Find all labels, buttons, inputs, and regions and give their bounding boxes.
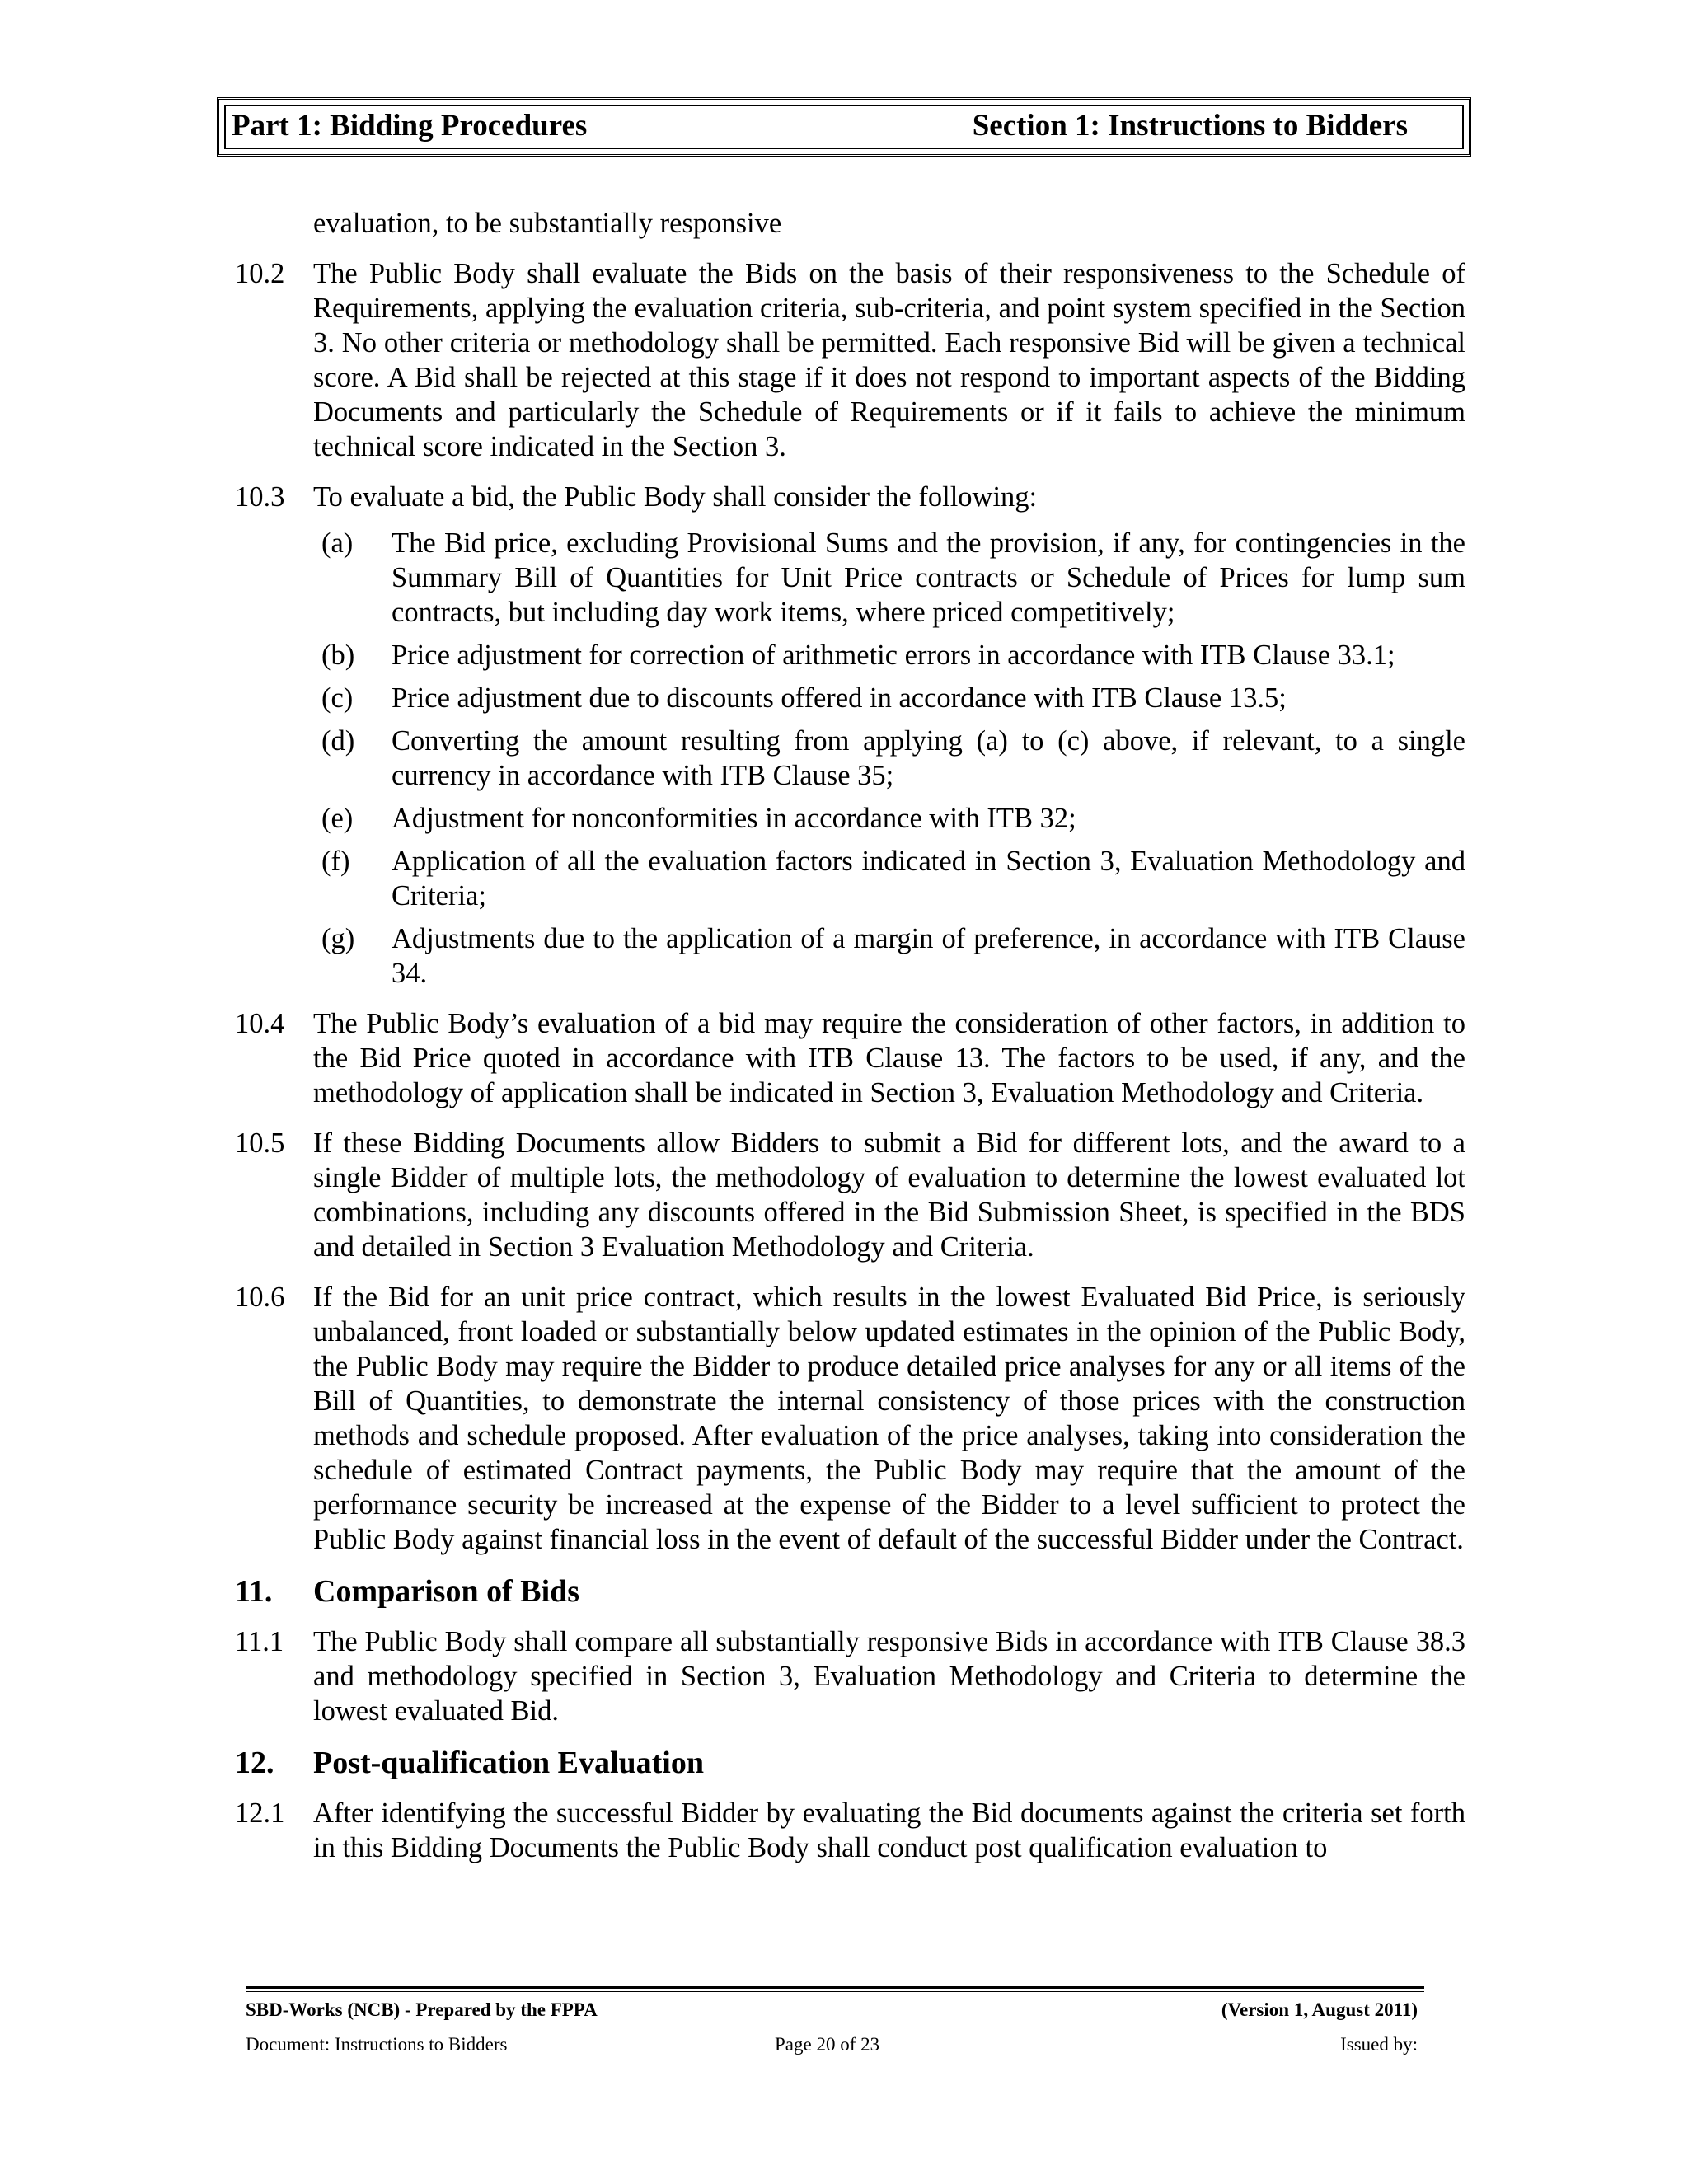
list-item-label: (c) [321, 682, 354, 714]
list-item-text: Application of all the evaluation factors indicated in Section 3, Evaluation Methodology and Criteria; [392, 846, 1465, 912]
list-item-label: (g) [321, 923, 355, 954]
list-item-text: Price adjustment for correction of arithmetic errors in accordance with ITB Clause 33.1; [392, 640, 1395, 671]
list-item-text: The Bid price, excluding Provisional Sums and the provision, if any, for contingencies in the Summary Bill of Quantities for Unit Price contracts or Schedule of Prices for lump sum contracts, but including day work items, where priced competitively; [392, 527, 1465, 628]
clause-number: 12.1 [235, 1797, 285, 1829]
page-header [217, 97, 1471, 157]
list-item-label: (a) [321, 527, 354, 559]
continuation-text: evaluation, to be substantially responsive [313, 208, 782, 239]
clause-number: 10.6 [235, 1282, 285, 1313]
clause-10-4 [235, 1006, 1465, 1110]
document-body [235, 206, 1465, 1881]
clause-10-3 [235, 480, 1465, 514]
clause-number: 10.3 [235, 481, 285, 513]
list-item-text: Adjustment for nonconformities in accordance with ITB 32; [392, 803, 1076, 834]
section-number: 12. [235, 1746, 274, 1780]
clause-number: 10.2 [235, 258, 285, 289]
list-item-b [235, 638, 1465, 673]
list-item-text: Adjustments due to the application of a margin of preference, in accordance with ITB Clause 34. [392, 923, 1465, 989]
clause-number: 10.4 [235, 1008, 285, 1039]
section-number: 11. [235, 1574, 273, 1609]
list-item-label: (e) [321, 803, 354, 834]
clause-12-1 [235, 1796, 1465, 1865]
list-item-text: Converting the amount resulting from applying (a) to (c) above, if relevant, to a single currency in accordance with ITB Clause 35; [392, 725, 1465, 791]
footer-document-label: Document: Instructions to Bidders [246, 2034, 508, 2055]
clause-text: After identifying the successful Bidder by evaluating the Bid documents against the criteria set forth in this Bidding Documents the Public Body shall conduct post qualification evaluation to [313, 1797, 1465, 1863]
clause-number: 10.5 [235, 1127, 285, 1159]
list-item-e [235, 801, 1465, 836]
footer-rule-thin [246, 1991, 1424, 1992]
list-item-label: (d) [321, 725, 355, 757]
list-item-label: (b) [321, 640, 355, 671]
clause-text: To evaluate a bid, the Public Body shall consider the following: [313, 481, 1038, 513]
clause-10-2 [235, 256, 1465, 464]
footer-version: (Version 1, August 2011) [1221, 1999, 1418, 2020]
clause-text: If these Bidding Documents allow Bidders to submit a Bid for different lots, and the award to a single Bidder of multiple lots, the methodology of evaluation to determine the lowest evaluated lot combinations, including any discounts offered in the Bid Submission Sheet, is specified in the BDS and detailed in Section 3 Evaluation Methodology and Criteria. [313, 1127, 1465, 1263]
list-item-g [235, 921, 1465, 991]
footer-doc-name: SBD-Works (NCB) - Prepared by the FPPA [246, 1999, 598, 2020]
clause-11-1 [235, 1624, 1465, 1728]
list-item-a [235, 526, 1465, 630]
list-item-f [235, 844, 1465, 913]
clause-text: The Public Body’s evaluation of a bid may require the consideration of other factors, in addition to the Bid Price quoted in accordance with ITB Clause 13. The factors to be used, if any, and the methodology of application shall be indicated in Section 3, Evaluation Methodology and Criteria. [313, 1008, 1465, 1108]
footer-page-number: Page 20 of 23 [775, 2034, 880, 2055]
clause-10-6 [235, 1280, 1465, 1557]
clause-text: The Public Body shall compare all substantially responsive Bids in accordance with ITB Clause 38.3 and methodology specified in Section 3, Evaluation Methodology and Criteria to determine the lowest evaluated Bid. [313, 1626, 1465, 1727]
clause-text: The Public Body shall evaluate the Bids on the basis of their responsiveness to the Schedule of Requirements, applying the evaluation criteria, sub-criteria, and point system specified in the Section 3. No other criteria or methodology shall be permitted. Each responsive Bid will be given a technical score. A Bid shall be rejected at this stage if it does not respond to important aspects of the Bidding Documents and particularly the Schedule of Requirements or if it fails to achieve the minimum technical score indicated in the Section 3. [313, 258, 1465, 462]
clause-text: If the Bid for an unit price contract, which results in the lowest Evaluated Bid Price, is seriously unbalanced, front loaded or substantially below updated estimates in the opinion of the Public Body, the Public Body may require the Bidder to produce detailed price analyses for any or all items of the Bill of Quantities, to demonstrate the internal consistency of those prices with the construction methods and schedule proposed. After evaluation of the price analyses, taking into consideration the schedule of estimated Contract payments, the Public Body may require that the amount of the performance security be increased at the expense of the Bidder to a level sufficient to protect the Public Body against financial loss in the event of default of the successful Bidder under the Contract. [313, 1282, 1465, 1555]
list-item-text: Price adjustment due to discounts offered in accordance with ITB Clause 13.5; [392, 682, 1287, 714]
header-section-title: Section 1: Instructions to Bidders [972, 109, 1408, 143]
section-title: Comparison of Bids [313, 1574, 580, 1609]
list-item-label: (f) [321, 846, 350, 877]
list-item-c [235, 681, 1465, 715]
footer-rule-thick [246, 1986, 1424, 1989]
clause-number: 11.1 [235, 1626, 284, 1657]
footer-issued-by: Issued by: [1340, 2034, 1418, 2055]
section-heading-11 [235, 1572, 1465, 1610]
header-part-title: Part 1: Bidding Procedures [232, 109, 588, 143]
clause-10-5 [235, 1126, 1465, 1264]
section-heading-12 [235, 1744, 1465, 1782]
section-title: Post-qualification Evaluation [313, 1746, 704, 1780]
list-item-d [235, 724, 1465, 793]
